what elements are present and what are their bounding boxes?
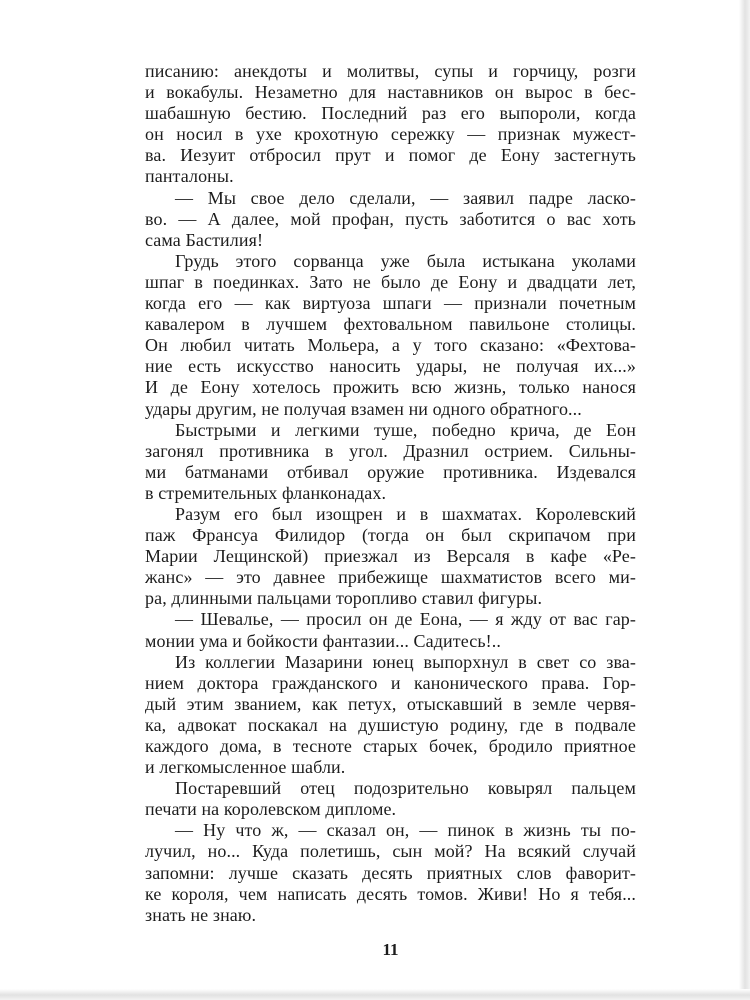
text-line: сама Бастилия! bbox=[145, 229, 264, 250]
paragraph bbox=[145, 609, 636, 651]
text-line: — Мы свое дело сделали, — заявил падре ласко- bbox=[175, 187, 636, 208]
text-line: запомни: лучше сказать десять приятных слов фаворит- bbox=[145, 862, 636, 883]
page-number: 11 bbox=[382, 940, 399, 959]
paragraph bbox=[145, 504, 636, 609]
text-line: Разум его был изощрен и в шахматах. Королевский bbox=[175, 503, 636, 524]
text-line: Он любил читать Мольера, а у того сказано: «Фехтова- bbox=[145, 335, 636, 356]
text-line: и легкомысленное шабли. bbox=[145, 757, 346, 778]
text-block bbox=[145, 61, 636, 926]
paragraph bbox=[145, 420, 636, 504]
text-line: шабашную бестию. Последний раз его выпороли, когда bbox=[145, 103, 636, 124]
text-line: монии ума и бойкости фантазии... Садитесь!.. bbox=[145, 630, 501, 651]
text-line: кавалером в лучшем фехтовальном павильоне столицы. bbox=[145, 314, 636, 335]
text-line: печати на королевском дипломе. bbox=[145, 799, 397, 820]
text-line: шпаг в поединках. Зато не было де Еону и двадцати лет, bbox=[145, 271, 636, 292]
text-line: Постаревший отец подозрительно ковырял пальцем bbox=[175, 778, 636, 799]
text-line: лучил, но... Куда полетишь, сын мой? На всякий случай bbox=[145, 841, 636, 862]
text-line: Из коллегии Мазарини юнец выпорхнул в свет со зва- bbox=[175, 651, 636, 672]
text-line: жанс» — это давнее прибежище шахматистов всего ми- bbox=[145, 567, 636, 588]
text-line: Марии Лещинской) приезжал из Версаля в кафе «Ре- bbox=[145, 546, 636, 567]
text-line: в стремительных фланконадах. bbox=[145, 482, 387, 503]
text-line: панталоны. bbox=[145, 166, 234, 187]
paragraph bbox=[145, 251, 636, 420]
text-line: — Ну что ж, — сказал он, — пинок в жизнь ты по- bbox=[175, 820, 636, 841]
text-line: ка, адвокат поскакал на душистую родину, где в подвале bbox=[145, 714, 636, 735]
text-line: каждого дома, в тесноте старых бочек, бродило приятное bbox=[145, 736, 636, 756]
text-line: ва. Иезуит отбросил прут и помог де Еону застегнуть bbox=[145, 145, 636, 166]
text-line: И де Еону хотелось прожить всю жизнь, только нанося bbox=[145, 377, 636, 398]
text-line: — Шевалье, — просил он де Еона, — я жду от вас гар- bbox=[175, 609, 636, 630]
page-edge-shadow-right bbox=[739, 0, 750, 1000]
text-line: Грудь этого сорванца уже была истыкана уколами bbox=[175, 250, 636, 271]
text-line: ние есть искусство наносить удары, не получая их...» bbox=[145, 356, 636, 377]
text-line: когда его — как виртуоза шпаги — признали почетным bbox=[145, 293, 636, 314]
text-line: паж Франсуа Филидор (тогда он был скрипачом при bbox=[145, 525, 636, 546]
paragraph bbox=[145, 61, 636, 188]
text-line: удары другим, не получая взамен ни одного обратного... bbox=[145, 398, 582, 419]
paragraph bbox=[145, 188, 636, 251]
text-line: Быстрыми и легкими туше, победно крича, де Еон bbox=[175, 419, 636, 440]
text-line: во. — А далее, мой профан, пусть заботится о вас хоть bbox=[145, 208, 636, 229]
text-line: и вокабулы. Незаметно для наставников он вырос в бес- bbox=[145, 82, 636, 103]
text-line: знать не знаю. bbox=[145, 904, 257, 925]
text-line: ми батманами отбивал оружие противника. Издевался bbox=[145, 461, 636, 482]
page-edge-shadow-bottom bbox=[0, 989, 750, 1000]
text-line: ке короля, чем написать десять томов. Живи! Но я тебя... bbox=[145, 883, 636, 904]
paragraph bbox=[145, 778, 636, 820]
text-line: дый этим званием, как петух, отыскавший в земле червя- bbox=[145, 693, 636, 714]
paragraph bbox=[145, 820, 636, 925]
text-line: загонял противника в угол. Дразнил острием. Сильны- bbox=[145, 440, 636, 461]
text-line: ра, длинными пальцами торопливо ставил фигуры. bbox=[145, 588, 543, 609]
text-line: писанию: анекдоты и молитвы, супы и горчицу, розги bbox=[145, 61, 636, 81]
text-line: нием доктора гражданского и канонического права. Гор- bbox=[145, 672, 636, 693]
text-line: он носил в ухе крохотную сережку — признак мужест- bbox=[145, 124, 636, 145]
paragraph bbox=[145, 652, 636, 779]
